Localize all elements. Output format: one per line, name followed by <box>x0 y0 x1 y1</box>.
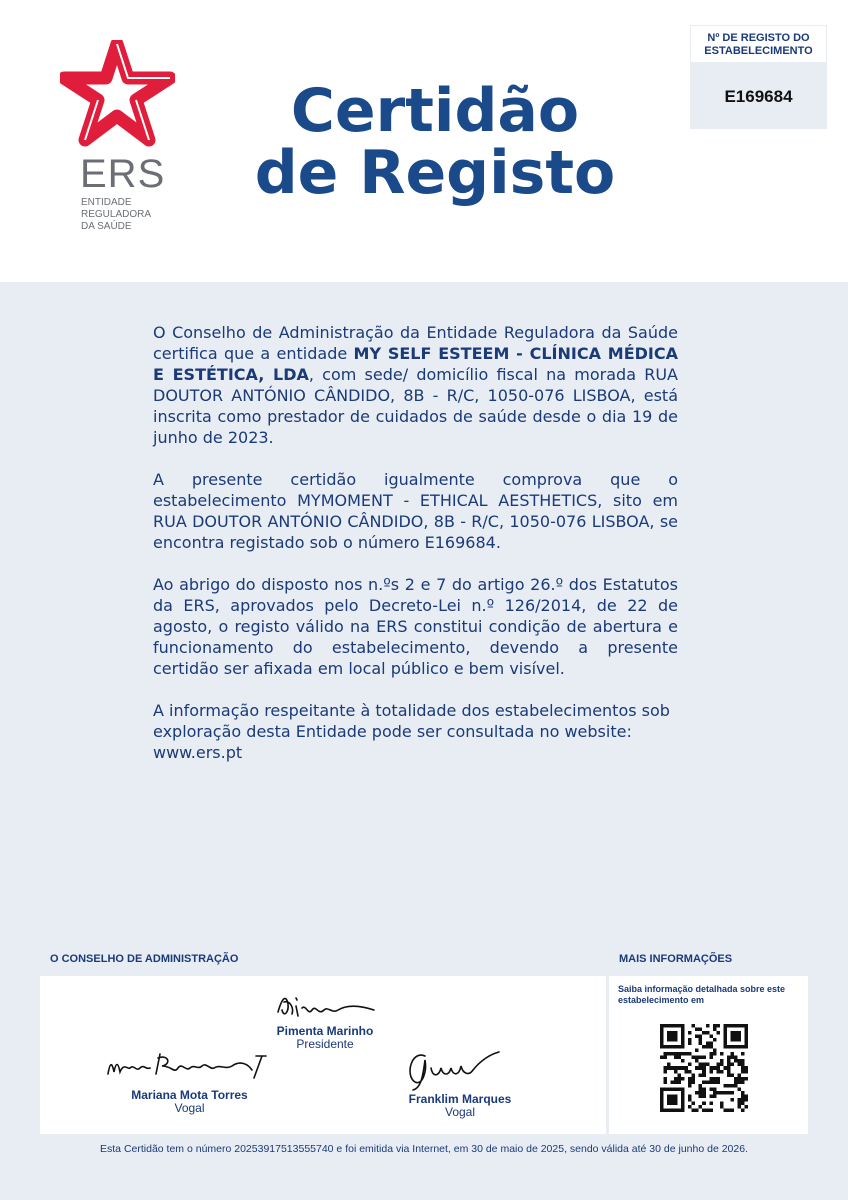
signature-panel <box>40 942 808 1134</box>
entity-name: MY SELF ESTEEM - CLÍNICA MÉDICA E ESTÉTICA, LDA <box>153 344 678 384</box>
page-title <box>250 76 620 208</box>
more-info-text: Saiba informação detalhada sobre este estabelecimento em <box>618 984 786 1005</box>
signatory-name: Pimenta Marinho <box>276 1024 374 1038</box>
signature-president <box>270 990 380 1051</box>
logo-subtitle <box>81 197 151 233</box>
council-header: O CONSELHO DE ADMINISTRAÇÃO <box>40 942 606 976</box>
star-logo-icon <box>60 40 175 150</box>
signatory-role: Presidente <box>296 1037 354 1051</box>
certificate-body <box>153 322 678 784</box>
paragraph-certification <box>153 322 678 448</box>
signature-vogal-2 <box>380 1046 540 1119</box>
paragraph-text: O Conselho de Administração da Entidade Reguladora da Saúde certifica que a entidade <box>153 323 678 363</box>
logo-subtitle-line: REGULADORA <box>81 209 152 220</box>
registration-label <box>690 25 827 63</box>
signatory-role: Vogal <box>444 1105 476 1119</box>
registration-box <box>690 25 827 129</box>
header-area <box>0 0 848 282</box>
paragraph-legal: Ao abrigo do disposto nos n.ºs 2 e 7 do artigo 26.º dos Estatutos da ERS, aprovados pelo Decreto-Lei n.º 126/2014, de 22 de agosto, o registo válido na ERS constitui condição de abertura e funcionamento do estabelecimento, devendo a presente certidão ser afixada em local público e bem visível. <box>153 575 678 678</box>
signatory-name: Mariana Mota Torres <box>131 1088 248 1102</box>
paragraph-website: A informação respeitante à totalidade dos estabelecimentos sob exploração desta Entidade pode ser consultada no website: www.ers.pt <box>153 701 670 762</box>
logo-subtitle-line: DA SAÚDE <box>81 221 132 232</box>
signature-vogal-1 <box>102 1048 277 1115</box>
signatory-role: Vogal <box>174 1101 205 1115</box>
handwritten-signature-icon <box>270 990 380 1024</box>
logo-subtitle-line: ENTIDADE <box>81 197 132 208</box>
qr-code-icon[interactable] <box>660 1024 748 1112</box>
signatory-name: Franklim Marques <box>408 1092 512 1106</box>
registration-number: E169684 <box>724 87 793 106</box>
logo-acronym: ERS <box>80 152 166 196</box>
registration-label-line: ESTABELECIMENTO <box>704 45 813 57</box>
registration-label-line: Nº DE REGISTO DO <box>707 32 810 44</box>
paragraph-text: , com sede/ domicílio fiscal na morada RUA DOUTOR ANTÓNIO CÂNDIDO, 8B - R/C, 1050-076 LISBOA, está inscrita como prestador de cuidados de saúde desde o dia 19 de junho de 2023. <box>153 365 678 447</box>
handwritten-signature-icon <box>395 1046 525 1092</box>
more-info-header: MAIS INFORMAÇÕES <box>609 942 808 976</box>
panel-divider <box>606 942 609 1134</box>
handwritten-signature-icon <box>102 1048 277 1088</box>
footer-note: Esta Certidão tem o número 20253917513555740 e foi emitida via Internet, em 30 de maio de 2025, sendo válida até 30 de junho de 2026. <box>100 1143 748 1155</box>
title-line: Certidão <box>290 76 580 146</box>
paragraph-establishment: A presente certidão igualmente comprova que o estabelecimento MYMOMENT - ETHICAL AESTHETICS, sito em RUA DOUTOR ANTÓNIO CÂNDIDO, 8B - R/C, 1050-076 LISBOA, se encontra registado sob o número E169684. <box>153 470 678 552</box>
title-line: de Registo <box>254 138 616 208</box>
ers-logo <box>60 40 180 150</box>
